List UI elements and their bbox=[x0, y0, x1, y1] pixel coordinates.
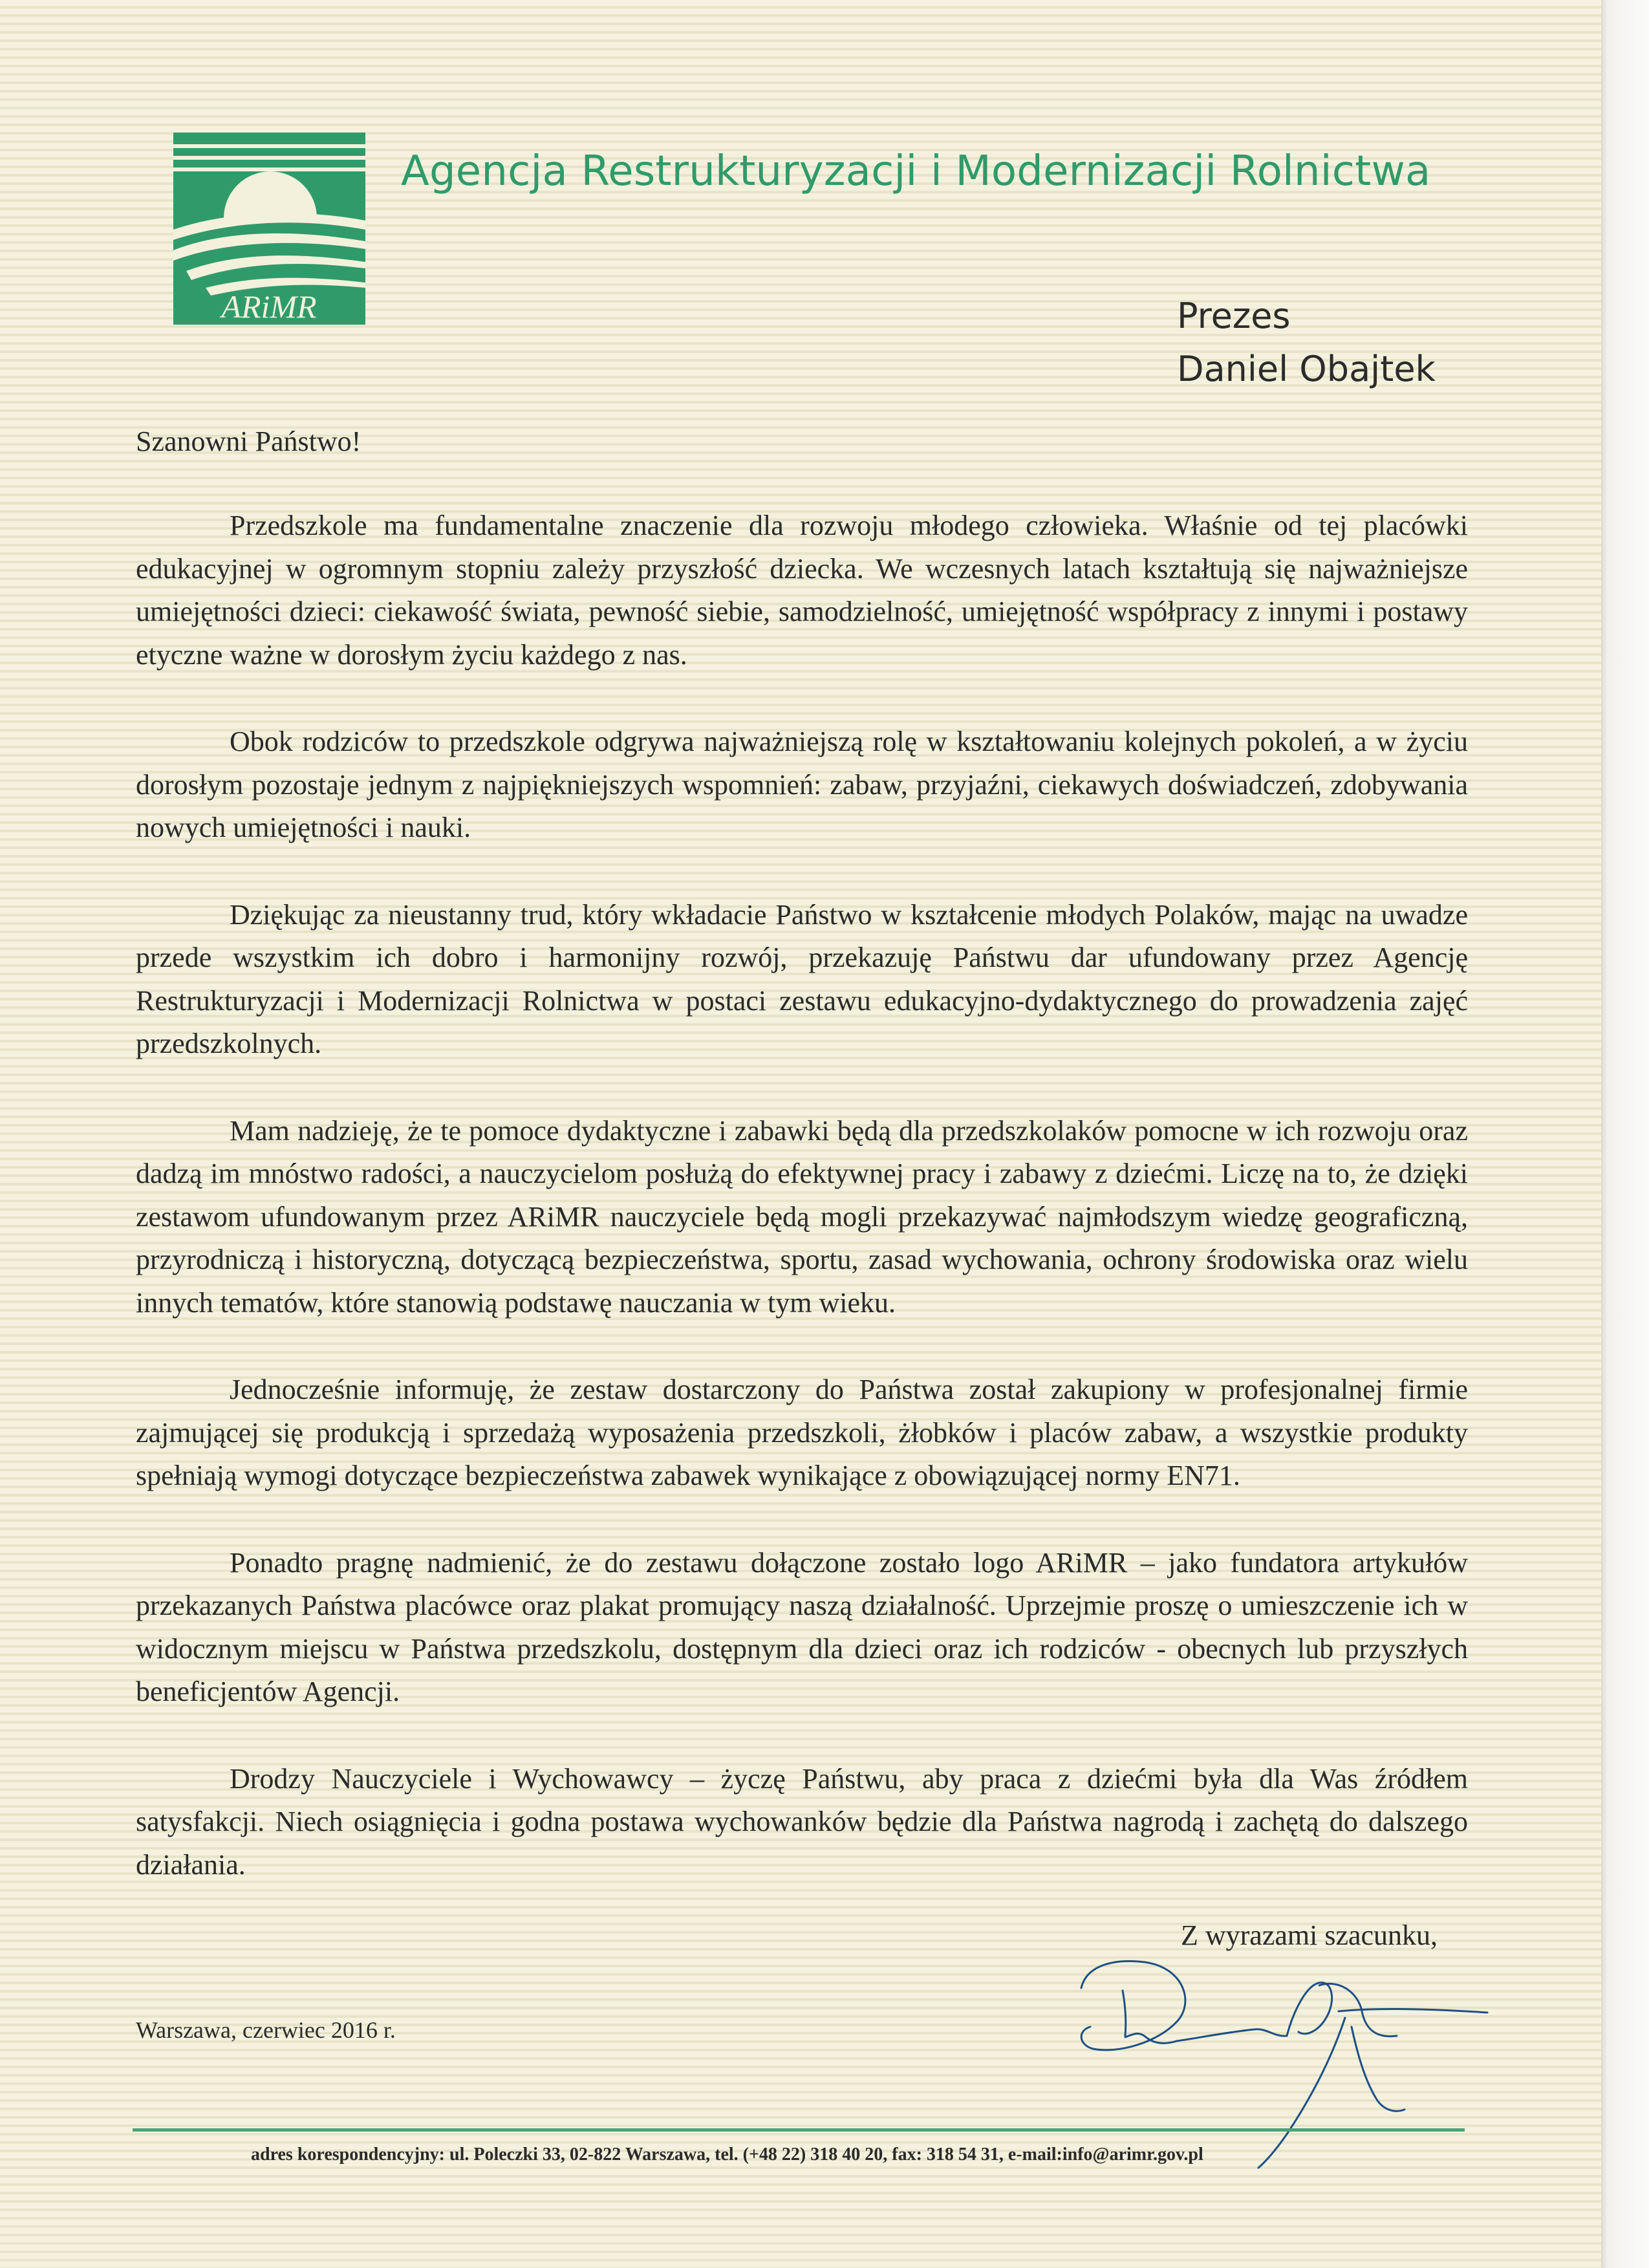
salutation: Szanowni Państwo! bbox=[136, 426, 361, 457]
logo-text: ARiMR bbox=[221, 288, 317, 325]
footer-address: adres korespondencyjny: ul. Poleczki 33, 02-822 Warszawa, tel. (+48 22) 318 40 20, fax: 318 54 31, e-mail:info@arimr.gov.pl bbox=[251, 2144, 1203, 2165]
place-and-date: Warszawa, czerwiec 2016 r. bbox=[136, 2017, 396, 2043]
arimr-logo bbox=[173, 133, 365, 325]
handwritten-signature bbox=[1073, 1940, 1494, 2173]
page-edge-shadow bbox=[1601, 0, 1649, 2268]
letter-body bbox=[136, 504, 1468, 1930]
paragraph-1: Przedszkole ma fundamentalne znaczenie dla rozwoju młodego człowieka. Właśnie od tej placówki edukacyjnej w ogromnym stopniu zależy przyszłość dziecka. We wczesnych latach kształtują się najważniejsze umiejętności dzieci: ciekawość świata, pewność siebie, samodzielność, umiejętność współpracy z innymi i postawy etyczne ważne w dorosłym życiu każdego z nas. bbox=[136, 510, 1468, 671]
closing-phrase: Z wyrazami szacunku, bbox=[1181, 1919, 1438, 1951]
paragraph-7: Drodzy Nauczyciele i Wychowawcy – życzę Państwu, aby praca z dziećmi była dla Was źródłem satysfakcji. Niech osiągnięcia i godna postawa wychowanków będzie dla Państwa nagrodą i zachętą do dalszego działania. bbox=[136, 1762, 1468, 1881]
paragraph-6: Ponadto pragnę nadmienić, że do zestawu dołączone zostało logo ARiMR – jako fundatora artykułów przekazanych Państwa placówce oraz plakat promujący naszą działalność. Uprzejmie proszę o umieszczenie ich w widocznym miejscu w Państwa przedszkolu, dostępnym dla dzieci oraz ich rodziców - obecnych lub przyszłych beneficjentów Agencji. bbox=[136, 1546, 1468, 1707]
signature-graphic bbox=[1073, 1940, 1494, 2173]
president-title: Prezes bbox=[1177, 296, 1291, 336]
sender-block bbox=[1177, 290, 1436, 396]
paragraph-5: Jednocześnie informuję, że zestaw dostarczony do Państwa został zakupiony w profesjonalnej firmie zajmującej się produkcją i sprzedażą wyposażenia przedszkoli, żłobków i placów zabaw, a wszystkie produkty spełniają wymogi dotyczące bezpieczeństwa zabawek wynikające z obowiązującej normy EN71. bbox=[136, 1374, 1468, 1491]
arimr-logo-graphic bbox=[173, 133, 365, 325]
paragraph-2: Obok rodziców to przedszkole odgrywa najważniejszą rolę w kształtowaniu kolejnych pokoleń, a w życiu dorosłym pozostaje jednym z najpiękniejszych wspomnień: zabaw, przyjaźni, ciekawych doświadczeń, zdobywania nowych umiejętności i nauki. bbox=[136, 726, 1468, 843]
footer-divider bbox=[133, 2128, 1465, 2132]
agency-name: Agencja Restrukturyzacji i Modernizacji Rolnictwa bbox=[401, 147, 1431, 195]
paragraph-3: Dziękując za nieustanny trud, który wkładacie Państwo w kształcenie młodych Polaków, mając na uwadze przede wszystkim ich dobro i harmonijny rozwój, przekazuję Państwu dar ufundowany przez Agencję Restrukturyzacji i Modernizacji Rolnictwa w postaci zestawu edukacyjno-dydaktycznego do prowadzenia zajęć przedszkolnych. bbox=[136, 898, 1468, 1059]
president-name: Daniel Obajtek bbox=[1177, 349, 1436, 389]
paragraph-4: Mam nadzieję, że te pomoce dydaktyczne i zabawki będą dla przedszkolaków pomocne w ich rozwoju oraz dadzą im mnóstwo radości, a nauczycielom posłużą do efektywnej pracy i zabawy z dziećmi. Liczę na to, że dzięki zestawom ufundowanym przez ARiMR nauczyciele będą mogli przekazywać najmłodszym wiedzę geograficzną, przyrodniczą i historyczną, dotyczącą bezpieczeństwa, sportu, zasad wychowania, ochrony środowiska oraz wielu innych tematów, które stanowią podstawę nauczania w tym wieku. bbox=[136, 1114, 1468, 1319]
